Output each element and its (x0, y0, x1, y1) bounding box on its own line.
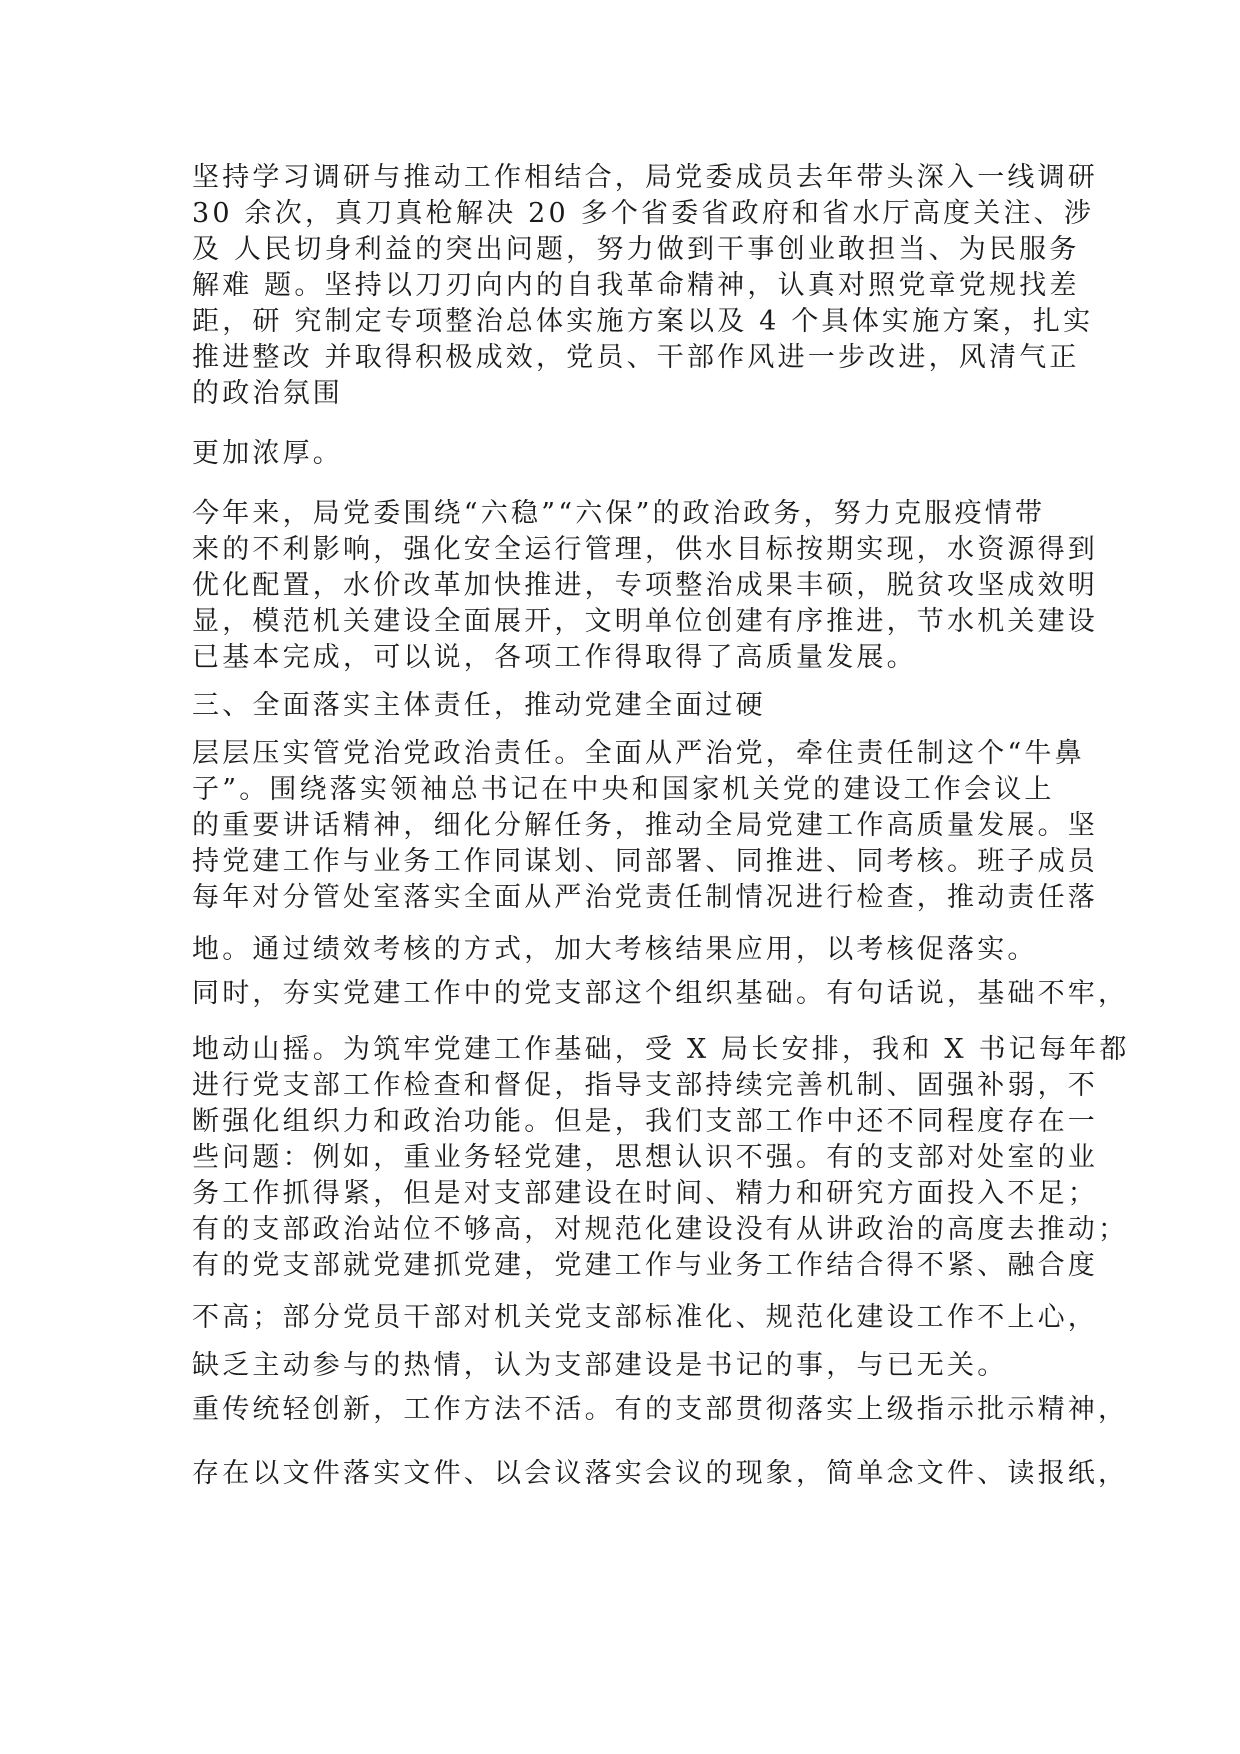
text-line: 重传统轻创新，工作方法不活。有的支部贯彻落实上级指示批示精神， (192, 1394, 1129, 1425)
text-line: 不高；部分党员干部对机关党支部标准化、规范化建设工作不上心， (192, 1302, 1098, 1333)
text-line: 持党建工作与业务工作同谋划、同部署、同推进、同考核。班子成员 (192, 846, 1098, 877)
text-line: 今年来，局党委围绕“六稳”“六保”的政治政务，努力克服疫情带 (192, 498, 1046, 529)
text-line: 显，模范机关建设全面展开，文明单位创建有序推进，节水机关建设 (192, 606, 1098, 637)
text-line: 断强化组织力和政治功能。但是，我们支部工作中还不同程度存在一 (192, 1106, 1098, 1137)
text-line: 地动山摇。为筑牢党建工作基础，受 X 局长安排，我和 X 书记每年都 (192, 1034, 1130, 1065)
text-line: 坚持学习调研与推动工作相结合，局党委成员去年带头深入一线调研 (192, 162, 1098, 193)
text-line: 同时，夯实党建工作中的党支部这个组织基础。有句话说，基础不牢， (192, 978, 1129, 1009)
section-heading: 三、全面落实主体责任，推动党建全面过硬 (192, 690, 766, 721)
text-line: 进行党支部工作检查和督促，指导支部持续完善机制、固强补弱，不 (192, 1070, 1098, 1101)
text-line: 地。通过绩效考核的方式，加大考核结果应用，以考核促落实。 (192, 934, 1038, 965)
text-line: 每年对分管处室落实全面从严治党责任制情况进行检查，推动责任落 (192, 882, 1098, 913)
text-line: 有的支部政治站位不够高，对规范化建设没有从讲政治的高度去推动； (192, 1214, 1129, 1245)
text-line: 务工作抓得紧，但是对支部建设在时间、精力和研究方面投入不足； (192, 1178, 1098, 1209)
text-line: 来的不利影响，强化安全运行管理，供水目标按期实现，水资源得到 (192, 534, 1098, 565)
text-line: 优化配置，水价改革加快推进，专项整治成果丰硕，脱贫攻坚成效明 (192, 570, 1098, 601)
text-line: 30 余次，真刀真枪解决 20 多个省委省政府和省水厅高度关注、涉 (192, 198, 1095, 229)
text-line: 存在以文件落实文件、以会议落实会议的现象，简单念文件、读报纸， (192, 1458, 1129, 1489)
text-line: 及 人民切身利益的突出问题，努力做到干事创业敢担当、为民服务 (192, 234, 1080, 265)
text-line: 解难 题。坚持以刀刃向内的自我革命精神，认真对照党章党规找差 (192, 270, 1080, 301)
text-line: 距，研 究制定专项整治总体实施方案以及 4 个具体实施方案，扎实 (192, 306, 1094, 337)
text-line: 子”。围绕落实领袖总书记在中央和国家机关党的建设工作会议上 (192, 774, 1055, 805)
text-line: 已基本完成，可以说，各项工作得取得了高质量发展。 (192, 642, 917, 673)
text-line: 的重要讲话精神，细化分解任务，推动全局党建工作高质量发展。坚 (192, 810, 1098, 841)
text-line: 层层压实管党治党政治责任。全面从严治党，牵住责任制这个“牛鼻 (192, 738, 1085, 769)
text-line: 更加浓厚。 (192, 438, 343, 469)
text-line: 的政治氛围 (192, 378, 343, 409)
text-line: 些问题：例如，重业务轻党建，思想认识不强。有的支部对处室的业 (192, 1142, 1098, 1173)
text-line: 有的党支部就党建抓党建，党建工作与业务工作结合得不紧、融合度 (192, 1250, 1098, 1281)
text-line: 缺乏主动参与的热情，认为支部建设是书记的事，与已无关。 (192, 1350, 1008, 1381)
text-line: 推进整改 并取得积极成效，党员、干部作风进一步改进，风清气正 (192, 342, 1080, 373)
